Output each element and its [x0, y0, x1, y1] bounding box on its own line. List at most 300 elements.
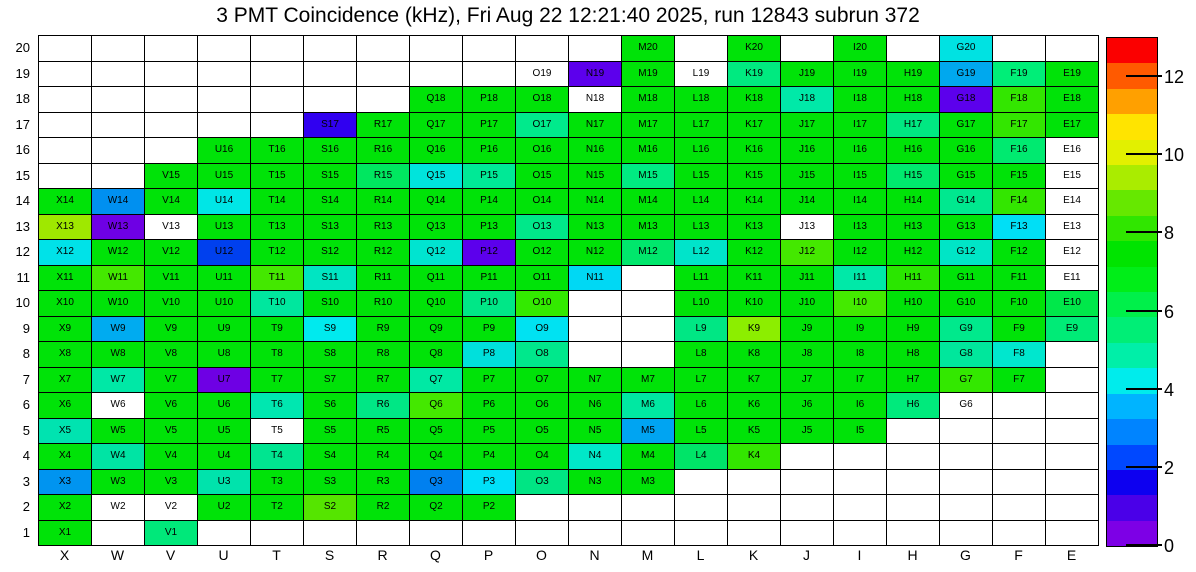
cell-N17: N17	[569, 113, 622, 139]
cell-I13: I13	[834, 215, 887, 241]
colorbar-band-17	[1107, 470, 1157, 495]
cell-P1	[463, 521, 516, 547]
cell-L9: L9	[675, 317, 728, 343]
cell-P8: P8	[463, 342, 516, 368]
y-tick-12: 12	[15, 244, 30, 260]
cell-U7: U7	[198, 368, 251, 394]
cell-G12: G12	[940, 240, 993, 266]
cell-X17	[39, 113, 92, 139]
cell-W18	[92, 87, 145, 113]
cell-L5: L5	[675, 419, 728, 445]
cell-P7: P7	[463, 368, 516, 394]
cell-E9: E9	[1046, 317, 1099, 343]
cell-N20	[569, 36, 622, 62]
cell-G18: G18	[940, 87, 993, 113]
cell-O11: O11	[516, 266, 569, 292]
cell-V16	[145, 138, 198, 164]
cell-M2	[622, 495, 675, 521]
cell-Q15: Q15	[410, 164, 463, 190]
cell-H16: H16	[887, 138, 940, 164]
colorbar-band-13	[1107, 368, 1157, 393]
cell-I11: I11	[834, 266, 887, 292]
cell-K3	[728, 470, 781, 496]
cell-T1	[251, 521, 304, 547]
cell-N5: N5	[569, 419, 622, 445]
x-tick-N: N	[589, 547, 600, 563]
cell-O10: O10	[516, 291, 569, 317]
cell-F2	[993, 495, 1046, 521]
cell-P12: P12	[463, 240, 516, 266]
cell-P10: P10	[463, 291, 516, 317]
colorbar-tick-line-2	[1126, 466, 1162, 468]
y-tick-11: 11	[16, 269, 30, 285]
cell-F16: F16	[993, 138, 1046, 164]
cell-J3	[781, 470, 834, 496]
colorbar-band-2	[1107, 89, 1157, 114]
cell-N6: N6	[569, 393, 622, 419]
colorbar-band-3	[1107, 114, 1157, 139]
cell-H6: H6	[887, 393, 940, 419]
x-tick-G: G	[960, 547, 971, 563]
cell-V12: V12	[145, 240, 198, 266]
cell-G16: G16	[940, 138, 993, 164]
cell-L19: L19	[675, 62, 728, 88]
colorbar-band-7	[1107, 216, 1157, 241]
cell-Q16: Q16	[410, 138, 463, 164]
x-tick-M: M	[641, 547, 654, 563]
cell-H1	[887, 521, 940, 547]
cell-J11: J11	[781, 266, 834, 292]
cell-R11: R11	[357, 266, 410, 292]
cell-E1	[1046, 521, 1099, 547]
cell-L11: L11	[675, 266, 728, 292]
cell-J7: J7	[781, 368, 834, 394]
cell-I15: I15	[834, 164, 887, 190]
colorbar-band-5	[1107, 165, 1157, 190]
cell-X3: X3	[39, 470, 92, 496]
cell-V5: V5	[145, 419, 198, 445]
cell-G9: G9	[940, 317, 993, 343]
cell-J17: J17	[781, 113, 834, 139]
cell-W16	[92, 138, 145, 164]
cell-O17: O17	[516, 113, 569, 139]
cell-I17: I17	[834, 113, 887, 139]
cell-T16: T16	[251, 138, 304, 164]
cell-M13: M13	[622, 215, 675, 241]
cell-O20	[516, 36, 569, 62]
cell-U18	[198, 87, 251, 113]
x-tick-P: P	[483, 547, 494, 563]
cell-U8: U8	[198, 342, 251, 368]
cell-H15: H15	[887, 164, 940, 190]
cell-Q11: Q11	[410, 266, 463, 292]
cell-K2	[728, 495, 781, 521]
cell-I9: I9	[834, 317, 887, 343]
cell-L3	[675, 470, 728, 496]
cell-R15: R15	[357, 164, 410, 190]
cell-T13: T13	[251, 215, 304, 241]
cell-I2	[834, 495, 887, 521]
cell-W20	[92, 36, 145, 62]
cell-G6: G6	[940, 393, 993, 419]
cell-H10: H10	[887, 291, 940, 317]
x-tick-T: T	[272, 547, 281, 563]
cell-X10: X10	[39, 291, 92, 317]
cell-N15: N15	[569, 164, 622, 190]
cell-T2: T2	[251, 495, 304, 521]
cell-J15: J15	[781, 164, 834, 190]
cell-P19	[463, 62, 516, 88]
cell-J6: J6	[781, 393, 834, 419]
cell-W8: W8	[92, 342, 145, 368]
cell-U10: U10	[198, 291, 251, 317]
cell-V20	[145, 36, 198, 62]
cell-X9: X9	[39, 317, 92, 343]
y-tick-19: 19	[15, 65, 30, 81]
cell-J19: J19	[781, 62, 834, 88]
cell-M11	[622, 266, 675, 292]
cell-N3: N3	[569, 470, 622, 496]
cell-E4	[1046, 444, 1099, 470]
cell-H14: H14	[887, 189, 940, 215]
cell-E6	[1046, 393, 1099, 419]
cell-Q2: Q2	[410, 495, 463, 521]
cell-N2	[569, 495, 622, 521]
cell-M18: M18	[622, 87, 675, 113]
cell-L17: L17	[675, 113, 728, 139]
x-tick-J: J	[803, 547, 810, 563]
cell-F18: F18	[993, 87, 1046, 113]
cell-J10: J10	[781, 291, 834, 317]
cell-X4: X4	[39, 444, 92, 470]
cell-S8: S8	[304, 342, 357, 368]
cell-X8: X8	[39, 342, 92, 368]
cell-Q3: Q3	[410, 470, 463, 496]
cell-J8: J8	[781, 342, 834, 368]
cell-R10: R10	[357, 291, 410, 317]
cell-I4	[834, 444, 887, 470]
cell-F20	[993, 36, 1046, 62]
cell-R3: R3	[357, 470, 410, 496]
colorbar-band-12	[1107, 343, 1157, 368]
cell-J1	[781, 521, 834, 547]
colorbar-tick-label-4: 4	[1164, 379, 1175, 400]
cell-O8: O8	[516, 342, 569, 368]
y-tick-6: 6	[22, 397, 30, 413]
cell-M19: M19	[622, 62, 675, 88]
cell-S14: S14	[304, 189, 357, 215]
cell-O1	[516, 521, 569, 547]
x-tick-W: W	[110, 547, 125, 563]
cell-U1	[198, 521, 251, 547]
cell-M8	[622, 342, 675, 368]
cell-T10: T10	[251, 291, 304, 317]
x-tick-X: X	[59, 547, 70, 563]
cell-S6: S6	[304, 393, 357, 419]
y-tick-2: 2	[22, 499, 30, 515]
cell-T17	[251, 113, 304, 139]
cell-Q4: Q4	[410, 444, 463, 470]
cell-G15: G15	[940, 164, 993, 190]
cell-S11: S11	[304, 266, 357, 292]
cell-I20: I20	[834, 36, 887, 62]
cell-G20: G20	[940, 36, 993, 62]
cell-X7: X7	[39, 368, 92, 394]
cell-H3	[887, 470, 940, 496]
cell-O13: O13	[516, 215, 569, 241]
cell-S2: S2	[304, 495, 357, 521]
colorbar-band-11	[1107, 317, 1157, 342]
cell-W3: W3	[92, 470, 145, 496]
cell-L13: L13	[675, 215, 728, 241]
cell-U4: U4	[198, 444, 251, 470]
cell-H5	[887, 419, 940, 445]
cell-T15: T15	[251, 164, 304, 190]
cell-L14: L14	[675, 189, 728, 215]
colorbar-tick-line-8	[1126, 231, 1162, 233]
cell-V6: V6	[145, 393, 198, 419]
cell-T11: T11	[251, 266, 304, 292]
cell-Q17: Q17	[410, 113, 463, 139]
cell-Q6: Q6	[410, 393, 463, 419]
cell-M16: M16	[622, 138, 675, 164]
cell-X13: X13	[39, 215, 92, 241]
y-tick-3: 3	[22, 473, 30, 489]
cell-R6: R6	[357, 393, 410, 419]
y-tick-18: 18	[15, 91, 30, 107]
cell-J13: J13	[781, 215, 834, 241]
colorbar-tick-line-0	[1126, 544, 1162, 546]
cell-J18: J18	[781, 87, 834, 113]
x-tick-K: K	[748, 547, 759, 563]
cell-K17: K17	[728, 113, 781, 139]
cell-W9: W9	[92, 317, 145, 343]
cell-K11: K11	[728, 266, 781, 292]
cell-N13: N13	[569, 215, 622, 241]
cell-X1: X1	[39, 521, 92, 547]
cell-F19: F19	[993, 62, 1046, 88]
x-tick-O: O	[536, 547, 547, 563]
cell-K4: K4	[728, 444, 781, 470]
cell-P13: P13	[463, 215, 516, 241]
cell-F11: F11	[993, 266, 1046, 292]
cell-P6: P6	[463, 393, 516, 419]
cell-S10: S10	[304, 291, 357, 317]
cell-V17	[145, 113, 198, 139]
cell-G17: G17	[940, 113, 993, 139]
cell-M1	[622, 521, 675, 547]
cell-N7: N7	[569, 368, 622, 394]
cell-K18: K18	[728, 87, 781, 113]
cell-V19	[145, 62, 198, 88]
cell-J2	[781, 495, 834, 521]
cell-Q8: Q8	[410, 342, 463, 368]
cell-V7: V7	[145, 368, 198, 394]
cell-L10: L10	[675, 291, 728, 317]
cell-R20	[357, 36, 410, 62]
cell-M12: M12	[622, 240, 675, 266]
x-tick-L: L	[696, 547, 705, 563]
cell-I19: I19	[834, 62, 887, 88]
y-tick-4: 4	[22, 448, 30, 464]
cell-R12: R12	[357, 240, 410, 266]
cell-R18	[357, 87, 410, 113]
cell-K5: K5	[728, 419, 781, 445]
cell-G2	[940, 495, 993, 521]
cell-W12: W12	[92, 240, 145, 266]
cell-E18: E18	[1046, 87, 1099, 113]
cell-I8: I8	[834, 342, 887, 368]
cell-Q1	[410, 521, 463, 547]
cell-O9: O9	[516, 317, 569, 343]
cell-P5: P5	[463, 419, 516, 445]
cell-V9: V9	[145, 317, 198, 343]
cell-H7: H7	[887, 368, 940, 394]
cell-U14: U14	[198, 189, 251, 215]
cell-X11: X11	[39, 266, 92, 292]
cell-S18	[304, 87, 357, 113]
colorbar-tick-line-10	[1126, 153, 1162, 155]
cell-O2	[516, 495, 569, 521]
cell-F8: F8	[993, 342, 1046, 368]
cell-V1: V1	[145, 521, 198, 547]
colorbar-band-15	[1107, 419, 1157, 444]
cell-V13: V13	[145, 215, 198, 241]
cell-R13: R13	[357, 215, 410, 241]
cell-K13: K13	[728, 215, 781, 241]
cell-Q7: Q7	[410, 368, 463, 394]
cell-W2: W2	[92, 495, 145, 521]
cell-L1	[675, 521, 728, 547]
x-tick-R: R	[377, 547, 388, 563]
cell-R7: R7	[357, 368, 410, 394]
cell-F13: F13	[993, 215, 1046, 241]
cell-X14: X14	[39, 189, 92, 215]
cell-E5	[1046, 419, 1099, 445]
cell-E2	[1046, 495, 1099, 521]
cell-X5: X5	[39, 419, 92, 445]
cell-O4: O4	[516, 444, 569, 470]
cell-I18: I18	[834, 87, 887, 113]
colorbar-band-8	[1107, 241, 1157, 266]
cell-J5: J5	[781, 419, 834, 445]
cell-K14: K14	[728, 189, 781, 215]
cell-M7: M7	[622, 368, 675, 394]
cell-N1	[569, 521, 622, 547]
cell-G3	[940, 470, 993, 496]
y-tick-17: 17	[15, 116, 30, 132]
cell-G5	[940, 419, 993, 445]
cell-H19: H19	[887, 62, 940, 88]
cell-S9: S9	[304, 317, 357, 343]
cell-K7: K7	[728, 368, 781, 394]
cell-R17: R17	[357, 113, 410, 139]
cell-S15: S15	[304, 164, 357, 190]
cell-P11: P11	[463, 266, 516, 292]
cell-P18: P18	[463, 87, 516, 113]
cell-O6: O6	[516, 393, 569, 419]
cell-W4: W4	[92, 444, 145, 470]
chart-title: 3 PMT Coincidence (kHz), Fri Aug 22 12:21:40 2025, run 12843 subrun 372	[216, 4, 920, 27]
cell-R16: R16	[357, 138, 410, 164]
cell-I3	[834, 470, 887, 496]
x-tick-U: U	[218, 547, 229, 563]
colorbar-tick-label-12: 12	[1164, 67, 1185, 88]
cell-X19	[39, 62, 92, 88]
cell-T8: T8	[251, 342, 304, 368]
cell-E20	[1046, 36, 1099, 62]
cell-F5	[993, 419, 1046, 445]
cell-U13: U13	[198, 215, 251, 241]
cell-U12: U12	[198, 240, 251, 266]
cell-M14: M14	[622, 189, 675, 215]
colorbar-tick-label-8: 8	[1164, 223, 1175, 244]
cell-U16: U16	[198, 138, 251, 164]
cell-L20	[675, 36, 728, 62]
cell-F1	[993, 521, 1046, 547]
colorbar	[1106, 37, 1158, 547]
cell-W5: W5	[92, 419, 145, 445]
cell-H13: H13	[887, 215, 940, 241]
cell-S5: S5	[304, 419, 357, 445]
cell-E17: E17	[1046, 113, 1099, 139]
cell-H2	[887, 495, 940, 521]
cell-N10	[569, 291, 622, 317]
cell-U15: U15	[198, 164, 251, 190]
cell-E16: E16	[1046, 138, 1099, 164]
cell-Q5: Q5	[410, 419, 463, 445]
cell-T7: T7	[251, 368, 304, 394]
cell-V2: V2	[145, 495, 198, 521]
cell-V4: V4	[145, 444, 198, 470]
cell-F6	[993, 393, 1046, 419]
cell-V8: V8	[145, 342, 198, 368]
cell-R2: R2	[357, 495, 410, 521]
cell-P17: P17	[463, 113, 516, 139]
cell-W11: W11	[92, 266, 145, 292]
cell-X20	[39, 36, 92, 62]
cell-H17: H17	[887, 113, 940, 139]
cell-O15: O15	[516, 164, 569, 190]
cell-R4: R4	[357, 444, 410, 470]
cell-H18: H18	[887, 87, 940, 113]
cell-G11: G11	[940, 266, 993, 292]
cell-M5: M5	[622, 419, 675, 445]
cell-V14: V14	[145, 189, 198, 215]
cell-W14: W14	[92, 189, 145, 215]
cell-W7: W7	[92, 368, 145, 394]
cell-F4	[993, 444, 1046, 470]
cell-K8: K8	[728, 342, 781, 368]
heatmap-grid	[38, 35, 1099, 546]
cell-X2: X2	[39, 495, 92, 521]
cell-T14: T14	[251, 189, 304, 215]
cell-W6: W6	[92, 393, 145, 419]
cell-X18	[39, 87, 92, 113]
cell-K6: K6	[728, 393, 781, 419]
cell-O12: O12	[516, 240, 569, 266]
cell-E12: E12	[1046, 240, 1099, 266]
cell-M6: M6	[622, 393, 675, 419]
cell-T6: T6	[251, 393, 304, 419]
cell-K20: K20	[728, 36, 781, 62]
colorbar-band-14	[1107, 394, 1157, 419]
cell-O19: O19	[516, 62, 569, 88]
cell-E10: E10	[1046, 291, 1099, 317]
cell-G8: G8	[940, 342, 993, 368]
cell-O7: O7	[516, 368, 569, 394]
cell-I10: I10	[834, 291, 887, 317]
